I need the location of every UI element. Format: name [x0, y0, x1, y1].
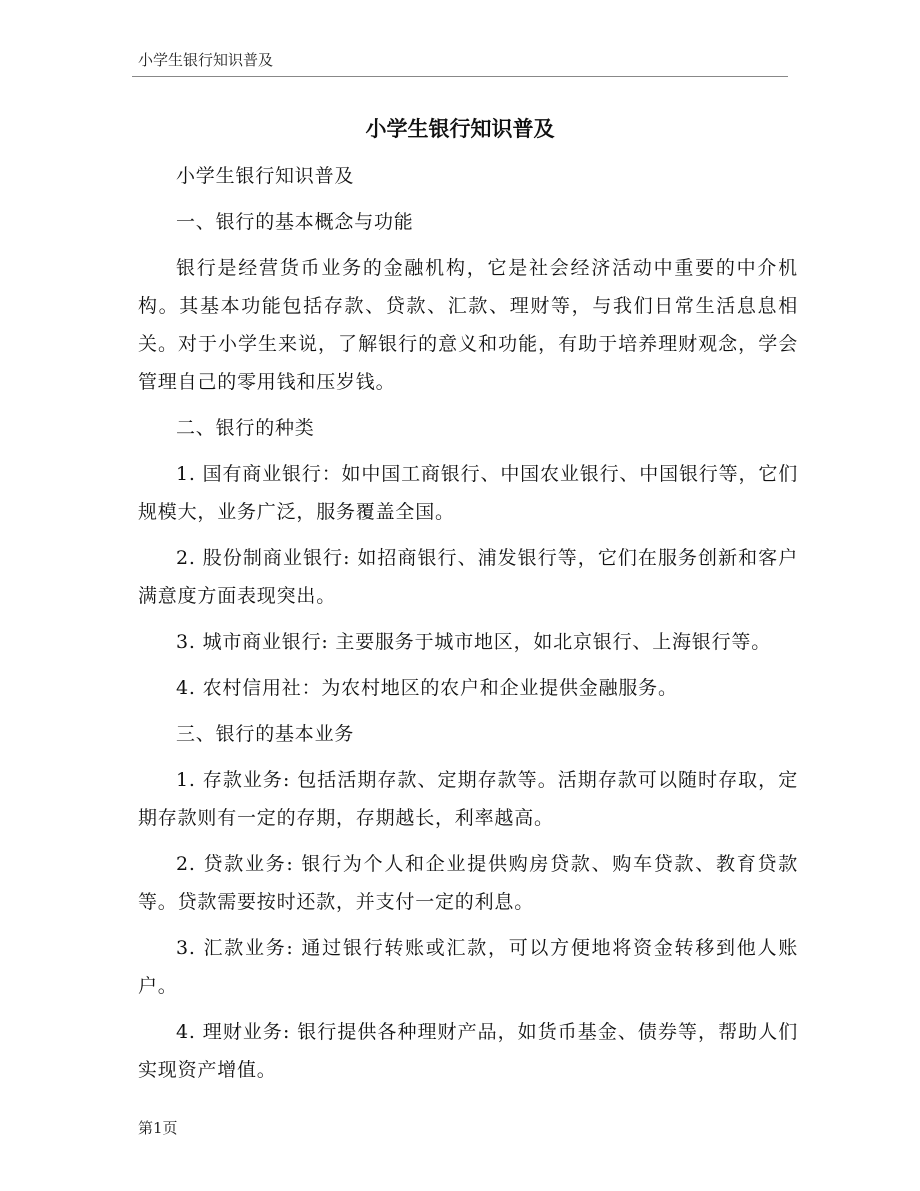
page-number: 第1页 — [138, 1119, 178, 1137]
document-body — [138, 157, 798, 1097]
list-item-deposit: 1. 存款业务: 包括活期存款、定期存款等。活期存款可以随时存取，定期存款则有一定的存期，存期越长，利率越高。 — [138, 769, 798, 829]
header-divider — [132, 76, 788, 77]
paragraph-subtitle: 小学生银行知识普及 — [176, 165, 355, 187]
document-title: 小学生银行知识普及 — [365, 116, 555, 141]
running-header: 小学生银行知识普及 — [138, 51, 274, 69]
section-heading-business: 三、银行的基本业务 — [176, 723, 355, 745]
list-item-joint-stock-banks: 2. 股份制商业银行: 如招商银行、浦发银行等，它们在服务创新和客户满意度方面表现突出。 — [138, 547, 798, 607]
list-item-rural-credit: 4. 农村信用社：为农村地区的农户和企业提供金融服务。 — [176, 677, 678, 699]
list-item-state-banks: 1. 国有商业银行：如中国工商银行、中国农业银行、中国银行等，它们规模大，业务广泛，服务覆盖全国。 — [138, 463, 798, 523]
section-heading-types: 二、银行的种类 — [176, 417, 315, 439]
list-item-loan: 2. 贷款业务: 银行为个人和企业提供购房贷款、购车贷款、教育贷款等。贷款需要按时还款，并支付一定的利息。 — [138, 853, 798, 913]
section-heading-concept: 一、银行的基本概念与功能 — [176, 211, 414, 233]
list-item-city-banks: 3. 城市商业银行: 主要服务于城市地区，如北京银行、上海银行等。 — [176, 631, 772, 653]
list-item-remittance: 3. 汇款业务: 通过银行转账或汇款，可以方便地将资金转移到他人账户。 — [138, 937, 798, 997]
paragraph-concept: 银行是经营货币业务的金融机构，它是社会经济活动中重要的中介机构。其基本功能包括存款、贷款、汇款、理财等，与我们日常生活息息相关。对于小学生来说，了解银行的意义和功能，有助于培养理财观念，学会管理自己的零用钱和压岁钱。 — [138, 257, 798, 393]
list-item-wealth: 4. 理财业务: 银行提供各种理财产品，如货币基金、债券等，帮助人们实现资产增值。 — [138, 1021, 798, 1081]
